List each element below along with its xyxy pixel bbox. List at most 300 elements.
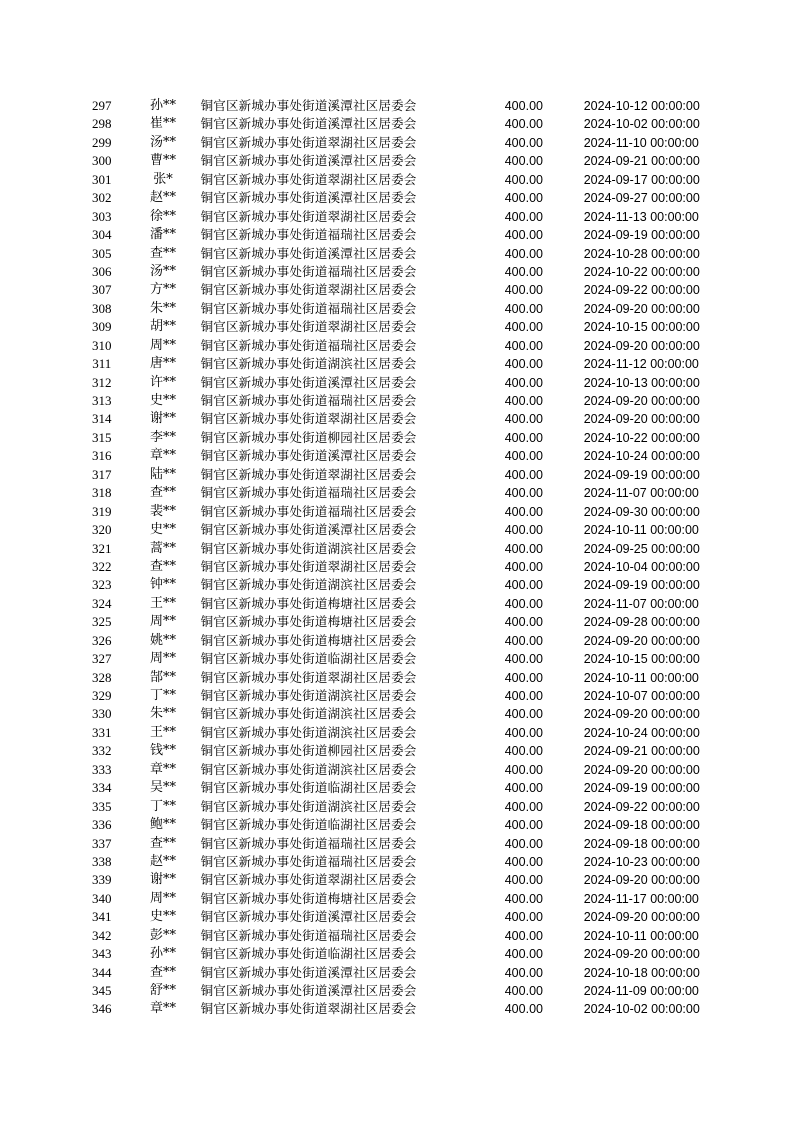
record-number: 302 xyxy=(92,190,112,206)
table-row xyxy=(82,355,722,373)
table-row xyxy=(82,134,722,152)
record-amount: 400.00 xyxy=(504,891,543,906)
record-name: 查** xyxy=(150,964,177,980)
record-number: 318 xyxy=(92,485,112,501)
record-number: 305 xyxy=(92,245,112,261)
table-row xyxy=(82,613,722,631)
record-name: 许** xyxy=(150,374,177,390)
record-number: 330 xyxy=(92,706,112,722)
record-number: 311 xyxy=(92,356,112,372)
record-amount: 400.00 xyxy=(504,1002,543,1017)
record-amount: 400.00 xyxy=(504,283,543,298)
record-date: 2024-09-21 00:00:00 xyxy=(583,154,700,169)
table-row xyxy=(82,835,722,853)
table-row xyxy=(82,115,722,133)
record-name: 潘** xyxy=(150,227,177,243)
record-number: 346 xyxy=(92,1001,112,1017)
record-amount: 400.00 xyxy=(504,264,543,279)
record-amount: 400.00 xyxy=(504,596,543,611)
record-amount: 400.00 xyxy=(504,172,543,187)
record-name: 吴** xyxy=(150,780,177,796)
table-row xyxy=(82,945,722,963)
record-number: 303 xyxy=(92,208,112,224)
record-number: 307 xyxy=(92,282,112,298)
record-date: 2024-10-12 00:00:00 xyxy=(583,99,700,113)
record-organization: 铜官区新城办事处街道翠湖社区居委会 xyxy=(200,208,417,224)
record-organization: 铜官区新城办事处街道临湖社区居委会 xyxy=(200,946,417,962)
record-amount: 400.00 xyxy=(504,541,543,556)
record-amount: 400.00 xyxy=(504,467,543,482)
table-row xyxy=(82,226,722,244)
record-date: 2024-09-20 00:00:00 xyxy=(583,762,700,777)
record-name: 舒** xyxy=(150,983,177,998)
record-name: 姚** xyxy=(150,632,177,648)
record-organization: 铜官区新城办事处街道溪潭社区居委会 xyxy=(200,909,417,925)
record-name: 周** xyxy=(150,651,177,667)
record-amount: 400.00 xyxy=(504,559,543,574)
record-amount: 400.00 xyxy=(504,818,543,833)
record-date: 2024-11-07 00:00:00 xyxy=(583,486,699,501)
record-number: 322 xyxy=(92,558,112,574)
record-amount: 400.00 xyxy=(504,338,543,353)
record-date: 2024-10-11 00:00:00 xyxy=(583,523,699,538)
record-amount: 400.00 xyxy=(504,135,543,150)
table-row xyxy=(82,927,722,945)
record-organization: 铜官区新城办事处街道湖滨社区居委会 xyxy=(200,798,417,814)
table-row xyxy=(82,189,722,207)
record-amount: 400.00 xyxy=(504,246,543,261)
record-amount: 400.00 xyxy=(504,486,543,501)
record-organization: 铜官区新城办事处街道翠湖社区居委会 xyxy=(200,411,417,427)
record-amount: 400.00 xyxy=(504,191,543,206)
record-organization: 铜官区新城办事处街道溪潭社区居委会 xyxy=(200,374,417,390)
record-date: 2024-09-17 00:00:00 xyxy=(583,172,700,187)
record-name: 朱** xyxy=(150,706,177,722)
record-date: 2024-09-25 00:00:00 xyxy=(583,541,700,556)
record-name: 徐** xyxy=(150,208,177,224)
record-name: 汤** xyxy=(150,263,177,279)
record-organization: 铜官区新城办事处街道溪潭社区居委会 xyxy=(200,522,417,538)
record-date: 2024-09-19 00:00:00 xyxy=(583,781,700,796)
record-organization: 铜官区新城办事处街道临湖社区居委会 xyxy=(200,651,417,667)
record-organization: 铜官区新城办事处街道福瑞社区居委会 xyxy=(200,337,417,353)
record-number: 328 xyxy=(92,669,112,685)
record-number: 309 xyxy=(92,319,112,335)
record-date: 2024-10-28 00:00:00 xyxy=(583,246,700,261)
record-name: 查** xyxy=(150,835,177,851)
record-amount: 400.00 xyxy=(504,301,543,316)
record-name: 丁** xyxy=(150,688,177,703)
record-name: 史** xyxy=(150,393,177,408)
record-name: 谢** xyxy=(150,872,177,888)
record-name: 查** xyxy=(150,485,177,501)
record-organization: 铜官区新城办事处街道溪潭社区居委会 xyxy=(200,98,417,113)
record-organization: 铜官区新城办事处街道翠湖社区居委会 xyxy=(200,558,417,574)
table-row xyxy=(82,447,722,465)
record-name: 丁** xyxy=(150,798,177,814)
record-organization: 铜官区新城办事处街道福瑞社区居委会 xyxy=(200,300,417,316)
record-date: 2024-10-18 00:00:00 xyxy=(583,965,700,980)
record-name: 钱** xyxy=(150,743,177,759)
table-row xyxy=(82,484,722,502)
record-organization: 铜官区新城办事处街道临湖社区居委会 xyxy=(200,817,417,833)
table-row xyxy=(82,374,722,392)
record-date: 2024-09-22 00:00:00 xyxy=(583,799,700,814)
record-organization: 铜官区新城办事处街道福瑞社区居委会 xyxy=(200,503,417,519)
record-name: 鲍** xyxy=(150,817,177,833)
record-name: 史** xyxy=(150,909,177,925)
record-name: 胡** xyxy=(150,319,177,335)
table-row xyxy=(82,705,722,723)
record-organization: 铜官区新城办事处街道福瑞社区居委会 xyxy=(200,835,417,851)
table-row xyxy=(82,650,722,668)
record-number: 300 xyxy=(92,153,112,169)
record-amount: 400.00 xyxy=(504,670,543,685)
record-number: 345 xyxy=(92,983,112,998)
record-date: 2024-09-20 00:00:00 xyxy=(583,412,700,427)
record-date: 2024-09-30 00:00:00 xyxy=(583,504,700,519)
record-organization: 铜官区新城办事处街道翠湖社区居委会 xyxy=(200,171,417,187)
record-organization: 铜官区新城办事处街道湖滨社区居委会 xyxy=(200,356,417,372)
record-organization: 铜官区新城办事处街道翠湖社区居委会 xyxy=(200,669,417,685)
record-name: 王** xyxy=(150,595,177,611)
record-number: 332 xyxy=(92,743,112,759)
table-row xyxy=(82,890,722,908)
record-name: 王** xyxy=(150,724,177,740)
table-row xyxy=(82,263,722,281)
record-amount: 400.00 xyxy=(504,578,543,593)
table-row xyxy=(82,152,722,170)
record-number: 298 xyxy=(92,116,112,132)
table-row xyxy=(82,540,722,558)
record-name: 周** xyxy=(150,614,177,630)
record-number: 344 xyxy=(92,964,112,980)
record-organization: 铜官区新城办事处街道梅塘社区居委会 xyxy=(200,890,417,906)
table-row xyxy=(82,281,722,299)
record-organization: 铜官区新城办事处街道翠湖社区居委会 xyxy=(200,319,417,335)
record-organization: 铜官区新城办事处街道湖滨社区居委会 xyxy=(200,577,417,593)
record-name: 赵** xyxy=(150,190,177,206)
record-number: 334 xyxy=(92,780,112,796)
record-date: 2024-09-20 00:00:00 xyxy=(583,301,700,316)
record-organization: 铜官区新城办事处街道溪潭社区居委会 xyxy=(200,116,417,132)
record-number: 324 xyxy=(92,595,112,611)
record-amount: 400.00 xyxy=(504,762,543,777)
record-amount: 400.00 xyxy=(504,228,543,243)
record-amount: 400.00 xyxy=(504,154,543,169)
record-amount: 400.00 xyxy=(504,449,543,464)
record-number: 316 xyxy=(92,448,112,464)
record-organization: 铜官区新城办事处街道湖滨社区居委会 xyxy=(200,761,417,777)
record-number: 317 xyxy=(92,466,112,482)
record-organization: 铜官区新城办事处街道福瑞社区居委会 xyxy=(200,263,417,279)
record-date: 2024-09-21 00:00:00 xyxy=(583,744,700,759)
record-amount: 400.00 xyxy=(504,799,543,814)
record-amount: 400.00 xyxy=(504,707,543,722)
record-date: 2024-09-20 00:00:00 xyxy=(583,707,700,722)
record-name: 周** xyxy=(150,337,177,353)
record-date: 2024-09-28 00:00:00 xyxy=(583,615,700,630)
table-row xyxy=(82,300,722,318)
record-organization: 铜官区新城办事处街道溪潭社区居委会 xyxy=(200,245,417,261)
table-row xyxy=(82,798,722,816)
table-row xyxy=(82,208,722,226)
record-amount: 400.00 xyxy=(504,965,543,980)
record-number: 336 xyxy=(92,817,112,833)
table-row xyxy=(82,392,722,410)
record-number: 333 xyxy=(92,761,112,777)
record-number: 340 xyxy=(92,890,112,906)
record-date: 2024-10-02 00:00:00 xyxy=(583,1002,700,1017)
record-name: 孙** xyxy=(150,946,177,962)
record-date: 2024-09-18 00:00:00 xyxy=(583,836,700,851)
record-date: 2024-10-04 00:00:00 xyxy=(583,559,700,574)
table-row xyxy=(82,816,722,834)
record-number: 343 xyxy=(92,946,112,962)
record-date: 2024-10-13 00:00:00 xyxy=(583,375,700,390)
table-row xyxy=(82,871,722,889)
table-row xyxy=(82,669,722,687)
record-date: 2024-10-15 00:00:00 xyxy=(583,320,700,335)
record-organization: 铜官区新城办事处街道福瑞社区居委会 xyxy=(200,853,417,869)
record-organization: 铜官区新城办事处街道翠湖社区居委会 xyxy=(200,282,417,298)
record-organization: 铜官区新城办事处街道柳园社区居委会 xyxy=(200,429,417,445)
record-date: 2024-11-12 00:00:00 xyxy=(583,357,699,372)
record-date: 2024-10-15 00:00:00 xyxy=(583,652,700,667)
table-row xyxy=(82,908,722,926)
record-number: 331 xyxy=(92,724,112,740)
record-number: 342 xyxy=(92,927,112,943)
record-organization: 铜官区新城办事处街道湖滨社区居委会 xyxy=(200,688,417,703)
record-organization: 铜官区新城办事处街道临湖社区居委会 xyxy=(200,780,417,796)
record-organization: 铜官区新城办事处街道溪潭社区居委会 xyxy=(200,153,417,169)
record-amount: 400.00 xyxy=(504,504,543,519)
table-row xyxy=(82,171,722,189)
record-date: 2024-09-22 00:00:00 xyxy=(583,283,700,298)
record-amount: 400.00 xyxy=(504,910,543,925)
record-number: 341 xyxy=(92,909,112,925)
record-date: 2024-09-20 00:00:00 xyxy=(583,947,700,962)
record-number: 335 xyxy=(92,798,112,814)
record-amount: 400.00 xyxy=(504,430,543,445)
table-row xyxy=(82,503,722,521)
record-amount: 400.00 xyxy=(504,928,543,943)
table-row xyxy=(82,779,722,797)
record-number: 327 xyxy=(92,651,112,667)
record-date: 2024-11-09 00:00:00 xyxy=(583,984,699,998)
record-amount: 400.00 xyxy=(504,836,543,851)
record-organization: 铜官区新城办事处街道福瑞社区居委会 xyxy=(200,393,417,408)
record-name: 李** xyxy=(150,429,177,445)
table-row xyxy=(82,576,722,594)
record-organization: 铜官区新城办事处街道梅塘社区居委会 xyxy=(200,614,417,630)
record-number: 337 xyxy=(92,835,112,851)
record-date: 2024-10-07 00:00:00 xyxy=(583,689,700,703)
table-row xyxy=(82,97,722,115)
record-number: 308 xyxy=(92,300,112,316)
record-date: 2024-11-07 00:00:00 xyxy=(583,596,699,611)
record-amount: 400.00 xyxy=(504,99,543,113)
record-organization: 铜官区新城办事处街道溪潭社区居委会 xyxy=(200,448,417,464)
record-date: 2024-09-20 00:00:00 xyxy=(583,873,700,888)
record-name: 汤** xyxy=(150,134,177,150)
record-number: 325 xyxy=(92,614,112,630)
record-amount: 400.00 xyxy=(504,781,543,796)
record-name: 章** xyxy=(150,448,177,464)
record-amount: 400.00 xyxy=(504,854,543,869)
record-organization: 铜官区新城办事处街道梅塘社区居委会 xyxy=(200,595,417,611)
record-number: 329 xyxy=(92,688,112,703)
record-date: 2024-09-20 00:00:00 xyxy=(583,633,700,648)
record-amount: 400.00 xyxy=(504,744,543,759)
record-number: 304 xyxy=(92,227,112,243)
record-organization: 铜官区新城办事处街道翠湖社区居委会 xyxy=(200,466,417,482)
record-number: 323 xyxy=(92,577,112,593)
record-date: 2024-10-11 00:00:00 xyxy=(583,928,699,943)
record-amount: 400.00 xyxy=(504,633,543,648)
record-organization: 铜官区新城办事处街道福瑞社区居委会 xyxy=(200,485,417,501)
record-name: 裴** xyxy=(150,503,177,519)
record-date: 2024-09-20 00:00:00 xyxy=(583,338,700,353)
record-name: 唐** xyxy=(150,356,177,372)
record-date: 2024-10-24 00:00:00 xyxy=(583,725,700,740)
record-organization: 铜官区新城办事处街道柳园社区居委会 xyxy=(200,743,417,759)
record-amount: 400.00 xyxy=(504,984,543,998)
record-organization: 铜官区新城办事处街道福瑞社区居委会 xyxy=(200,927,417,943)
table-row xyxy=(82,982,722,1000)
records-table xyxy=(82,97,722,1019)
record-name: 方** xyxy=(150,282,177,298)
record-date: 2024-10-11 00:00:00 xyxy=(583,670,699,685)
record-organization: 铜官区新城办事处街道梅塘社区居委会 xyxy=(200,632,417,648)
record-date: 2024-11-13 00:00:00 xyxy=(583,209,699,224)
record-name: 彭** xyxy=(150,927,177,943)
table-row xyxy=(82,1000,722,1018)
record-number: 312 xyxy=(92,374,112,390)
record-date: 2024-10-22 00:00:00 xyxy=(583,264,700,279)
record-date: 2024-10-02 00:00:00 xyxy=(583,117,700,132)
record-number: 301 xyxy=(92,171,112,187)
table-row xyxy=(82,724,722,742)
record-amount: 400.00 xyxy=(504,523,543,538)
record-organization: 铜官区新城办事处街道溪潭社区居委会 xyxy=(200,983,417,998)
record-name: 章** xyxy=(150,1001,177,1017)
record-date: 2024-09-27 00:00:00 xyxy=(583,191,700,206)
record-organization: 铜官区新城办事处街道溪潭社区居委会 xyxy=(200,964,417,980)
record-amount: 400.00 xyxy=(504,357,543,372)
record-name: 史** xyxy=(150,522,177,538)
record-date: 2024-09-20 00:00:00 xyxy=(583,394,700,408)
record-name: 陆** xyxy=(150,466,177,482)
table-row xyxy=(82,853,722,871)
record-name: 查** xyxy=(150,245,177,261)
record-name: 谢** xyxy=(150,411,177,427)
record-number: 320 xyxy=(92,522,112,538)
record-number: 299 xyxy=(92,134,112,150)
record-name: 蒿** xyxy=(150,540,177,556)
record-name: 赵** xyxy=(150,853,177,869)
record-amount: 400.00 xyxy=(504,947,543,962)
table-row xyxy=(82,742,722,760)
table-row xyxy=(82,761,722,779)
record-name: 郜** xyxy=(150,669,177,685)
record-name: 张* xyxy=(153,171,173,187)
record-number: 313 xyxy=(92,393,112,408)
record-amount: 400.00 xyxy=(504,394,543,408)
record-name: 周** xyxy=(150,890,177,906)
table-row xyxy=(82,687,722,705)
record-name: 章** xyxy=(150,761,177,777)
table-row xyxy=(82,337,722,355)
record-organization: 铜官区新城办事处街道湖滨社区居委会 xyxy=(200,706,417,722)
record-date: 2024-09-19 00:00:00 xyxy=(583,578,700,593)
record-date: 2024-10-24 00:00:00 xyxy=(583,449,700,464)
record-amount: 400.00 xyxy=(504,412,543,427)
record-number: 338 xyxy=(92,853,112,869)
record-number: 297 xyxy=(92,98,112,113)
record-date: 2024-09-19 00:00:00 xyxy=(583,228,700,243)
record-number: 319 xyxy=(92,503,112,519)
record-name: 查** xyxy=(150,558,177,574)
record-date: 2024-11-17 00:00:00 xyxy=(583,891,699,906)
record-date: 2024-11-10 00:00:00 xyxy=(583,135,699,150)
record-number: 321 xyxy=(92,540,112,556)
record-amount: 400.00 xyxy=(504,209,543,224)
record-amount: 400.00 xyxy=(504,615,543,630)
record-organization: 铜官区新城办事处街道翠湖社区居委会 xyxy=(200,872,417,888)
record-amount: 400.00 xyxy=(504,689,543,703)
record-number: 314 xyxy=(92,411,112,427)
record-name: 崔** xyxy=(150,116,177,132)
record-date: 2024-09-19 00:00:00 xyxy=(583,467,700,482)
record-amount: 400.00 xyxy=(504,117,543,132)
table-row xyxy=(82,632,722,650)
record-organization: 铜官区新城办事处街道翠湖社区居委会 xyxy=(200,1001,417,1017)
table-row xyxy=(82,521,722,539)
record-amount: 400.00 xyxy=(504,652,543,667)
table-row xyxy=(82,429,722,447)
record-organization: 铜官区新城办事处街道溪潭社区居委会 xyxy=(200,190,417,206)
table-row xyxy=(82,558,722,576)
record-organization: 铜官区新城办事处街道湖滨社区居委会 xyxy=(200,540,417,556)
record-date: 2024-09-18 00:00:00 xyxy=(583,818,700,833)
table-row xyxy=(82,964,722,982)
table-row xyxy=(82,318,722,336)
record-organization: 铜官区新城办事处街道福瑞社区居委会 xyxy=(200,227,417,243)
record-amount: 400.00 xyxy=(504,873,543,888)
record-organization: 铜官区新城办事处街道翠湖社区居委会 xyxy=(200,134,417,150)
record-date: 2024-10-23 00:00:00 xyxy=(583,854,700,869)
record-number: 315 xyxy=(92,429,112,445)
record-number: 339 xyxy=(92,872,112,888)
table-row xyxy=(82,410,722,428)
record-amount: 400.00 xyxy=(504,320,543,335)
record-name: 曹** xyxy=(150,153,177,169)
record-amount: 400.00 xyxy=(504,725,543,740)
table-row xyxy=(82,245,722,263)
record-number: 326 xyxy=(92,632,112,648)
record-date: 2024-09-20 00:00:00 xyxy=(583,910,700,925)
record-number: 306 xyxy=(92,263,112,279)
table-row xyxy=(82,595,722,613)
record-number: 310 xyxy=(92,337,112,353)
table-row xyxy=(82,466,722,484)
record-name: 钟** xyxy=(150,577,177,593)
record-date: 2024-10-22 00:00:00 xyxy=(583,430,700,445)
record-organization: 铜官区新城办事处街道湖滨社区居委会 xyxy=(200,724,417,740)
record-amount: 400.00 xyxy=(504,375,543,390)
record-name: 朱** xyxy=(150,300,177,316)
